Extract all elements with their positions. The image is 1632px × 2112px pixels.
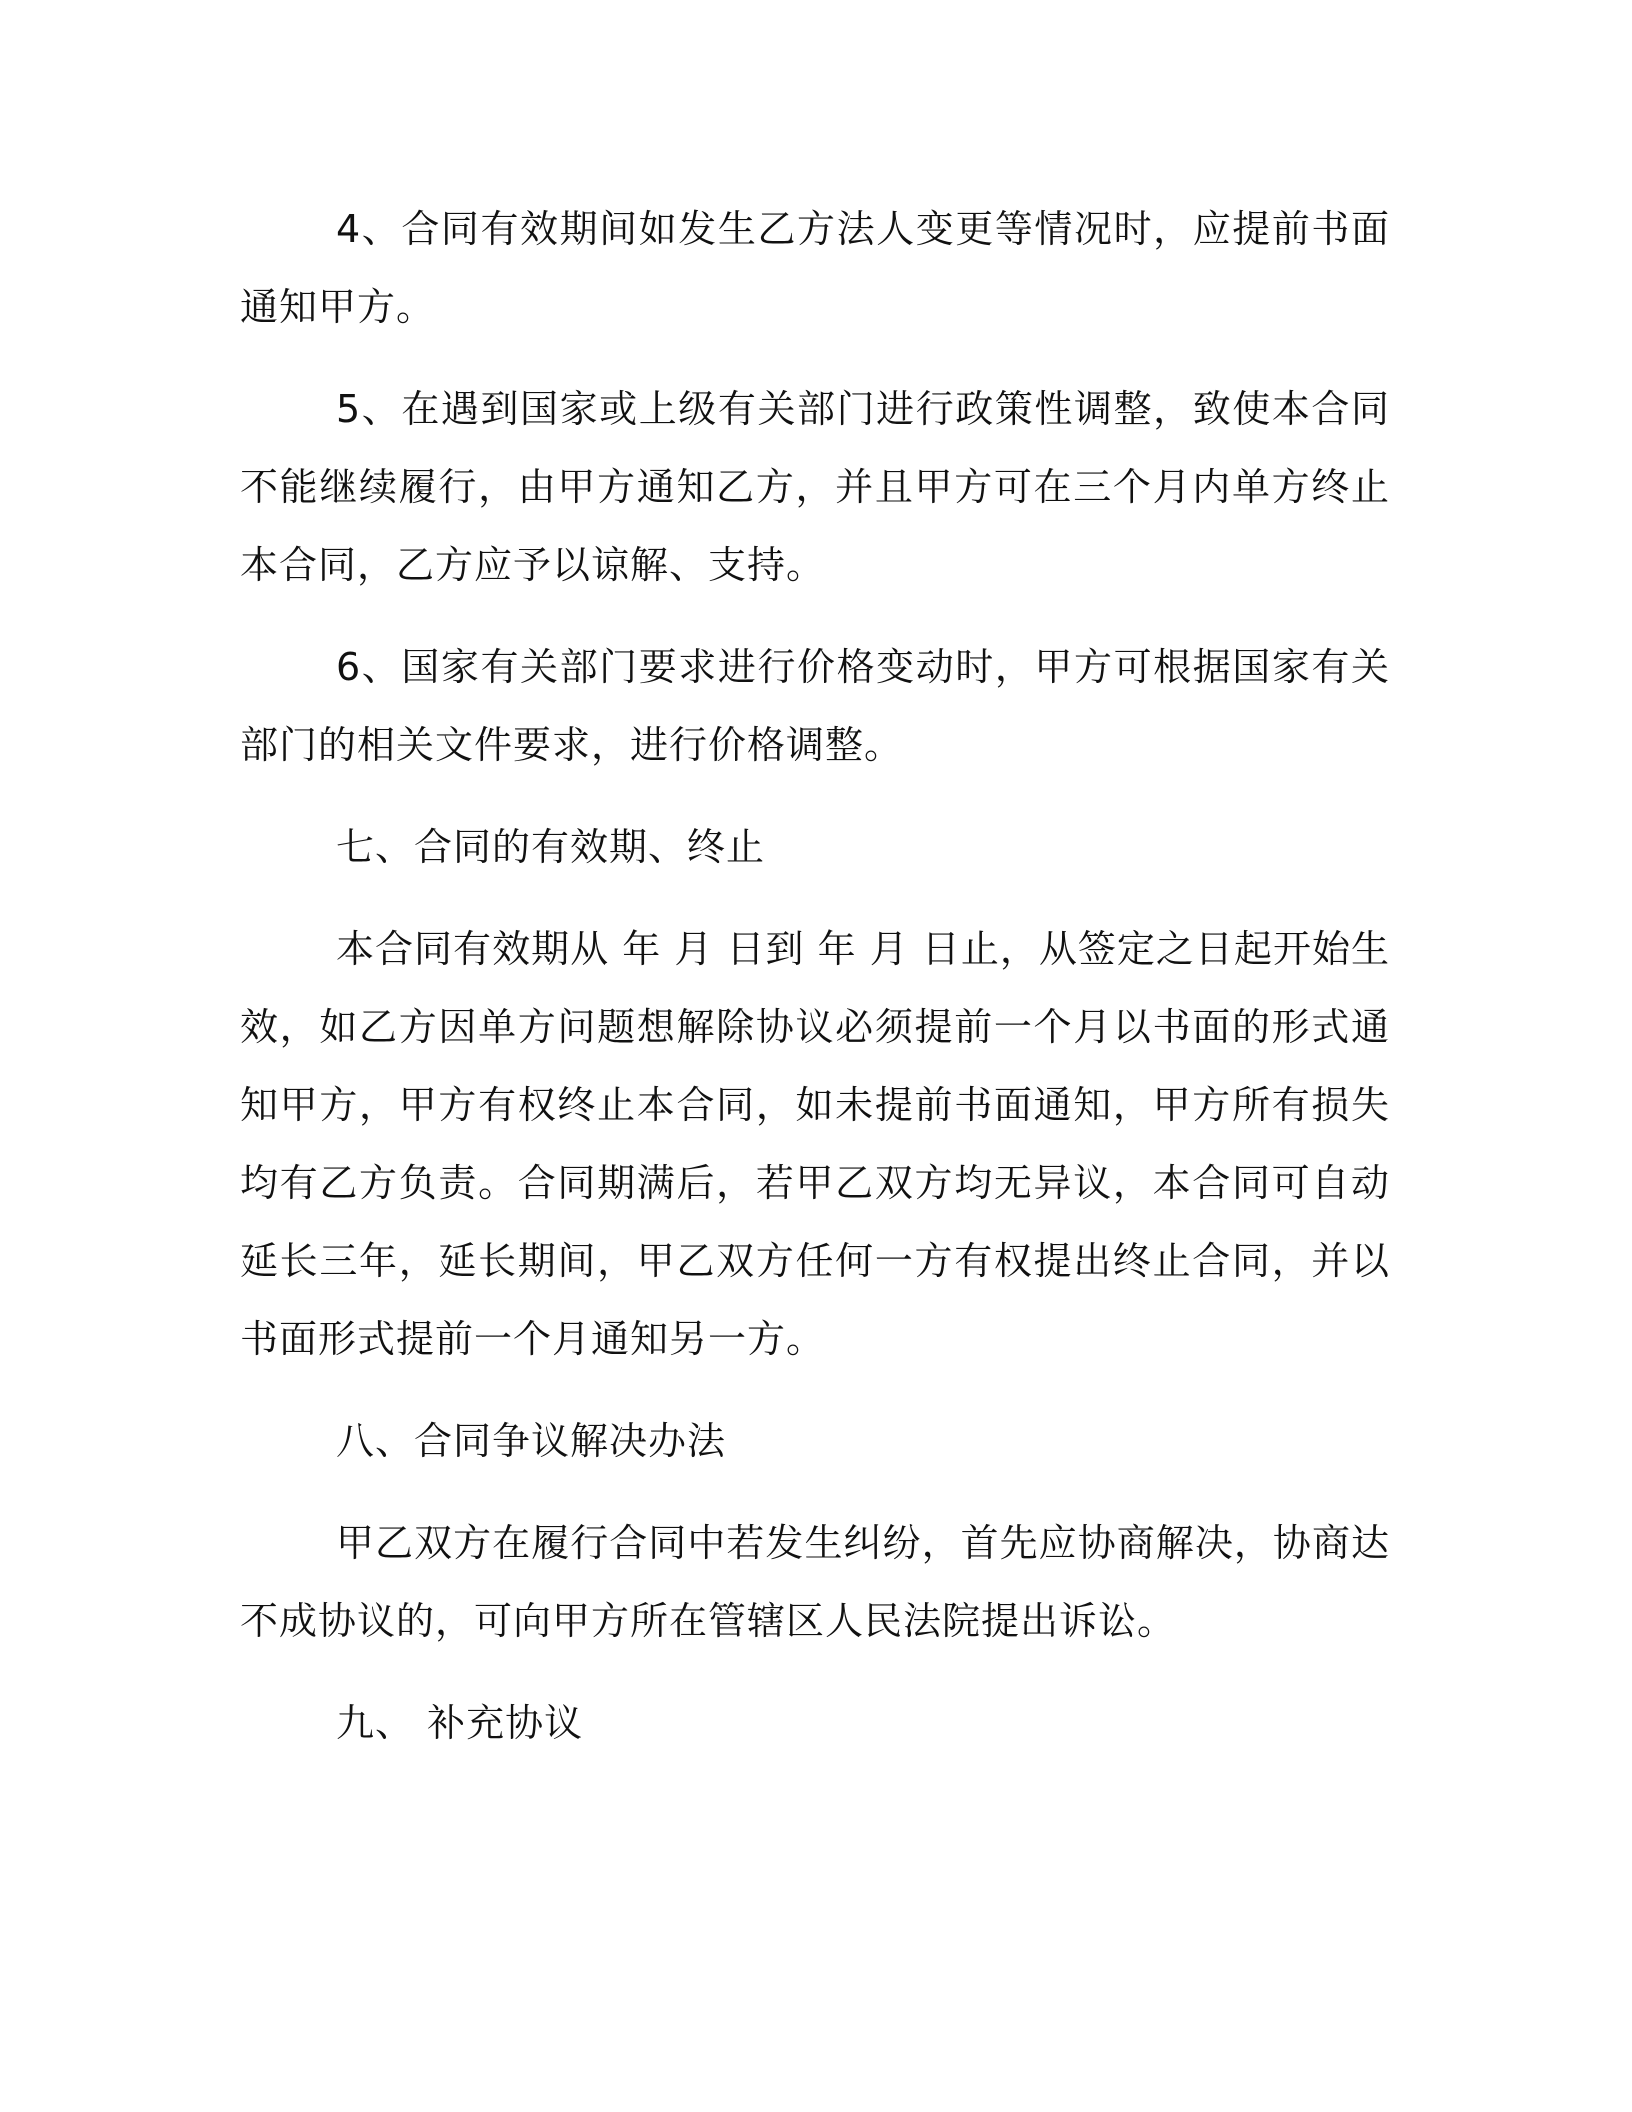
clause-6: 6、国家有关部门要求进行价格变动时，甲方可根据国家有关部门的相关文件要求，进行价格调整。 [240,645,1390,767]
section-7-heading: 七、合同的有效期、终止 [336,825,766,869]
section-8-body: 甲乙双方在履行合同中若发生纠纷，首先应协商解决，协商达不成协议的，可向甲方所在管辖区人民法院提出诉讼。 [240,1521,1390,1643]
document-body [240,190,1390,1786]
clause-5: 5、在遇到国家或上级有关部门进行政策性调整，致使本合同不能继续履行，由甲方通知乙方，并且甲方可在三个月内单方终止本合同，乙方应予以谅解、支持。 [240,387,1390,587]
section-7-body: 本合同有效期从 年 月 日到 年 月 日止，从签定之日起开始生效，如乙方因单方问题想解除协议必须提前一个月以书面的形式通知甲方，甲方有权终止本合同，如未提前书面通知，甲方所有损失均有乙方负责。合同期满后，若甲乙双方均无异议，本合同可自动延长三年，延长期间，甲乙双方任何一方有权提出终止合同，并以书面形式提前一个月通知另一方。 [240,927,1390,1361]
clause-4: 4、合同有效期间如发生乙方法人变更等情况时，应提前书面通知甲方。 [240,207,1390,329]
section-8-heading: 八、合同争议解决办法 [336,1419,727,1463]
section-9-heading: 九、 补充协议 [336,1701,584,1745]
